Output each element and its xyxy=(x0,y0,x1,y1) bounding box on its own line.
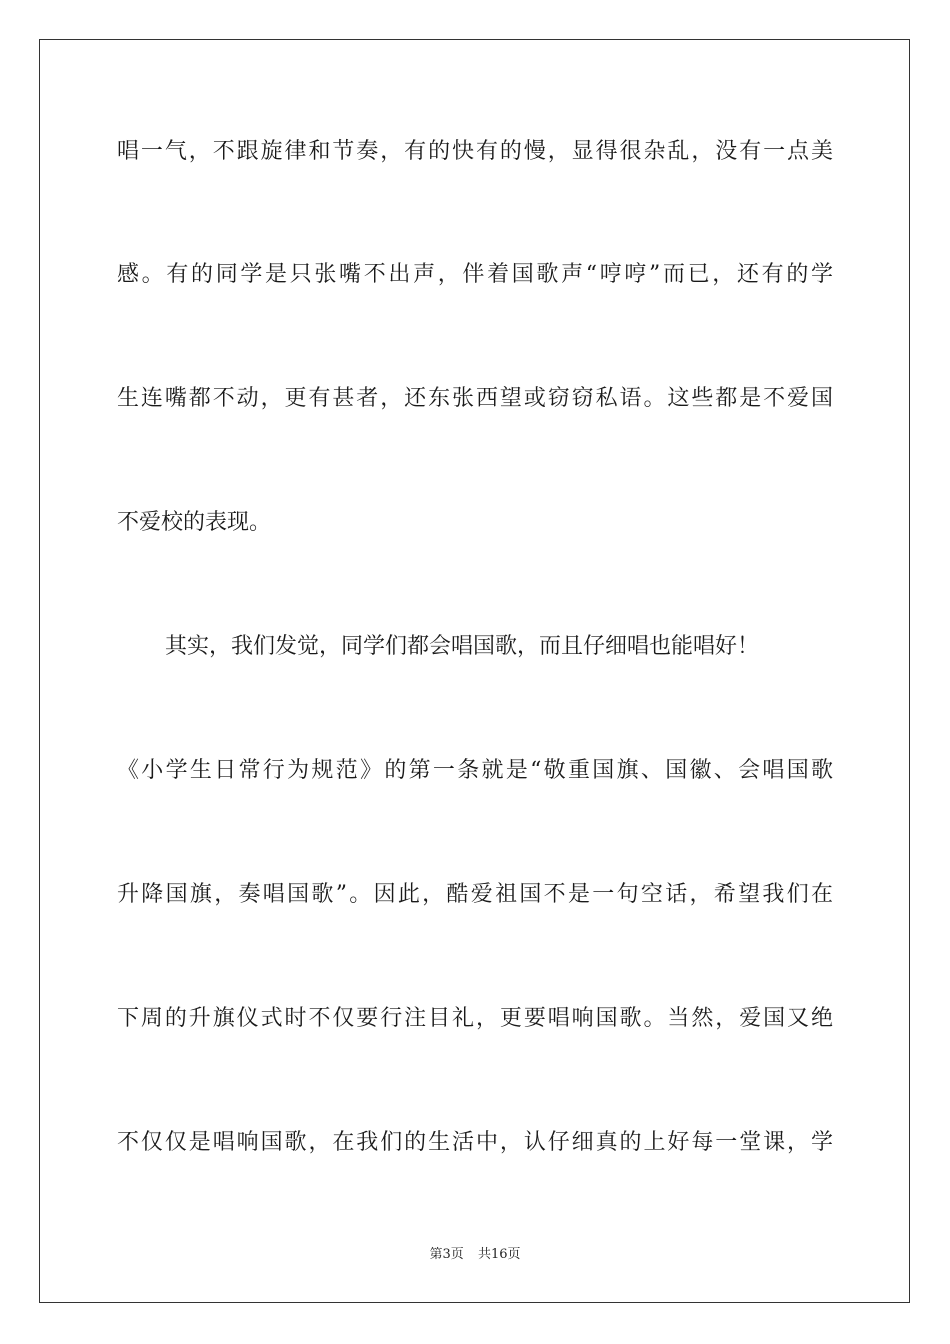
text-line: 《小学生日常行为规范》的第一条就是“敬重国旗、国徽、会唱国歌 xyxy=(117,758,833,783)
page-number: 第3页 xyxy=(429,1247,464,1262)
text-line: 感。有的同学是只张嘴不出声，伴着国歌声“哼哼”而已，还有的学 xyxy=(117,262,833,287)
text-line: 不爱校的表现。 xyxy=(117,510,272,535)
text-line: 升降国旗，奏唱国歌”。因此，酷爱祖国不是一句空话，希望我们在 xyxy=(117,882,833,907)
page-total: 共16页 xyxy=(477,1247,521,1262)
page-border xyxy=(39,39,910,1303)
page-footer xyxy=(0,1246,950,1264)
text-line: 不仅仅是唱响国歌，在我们的生活中，认仔细真的上好每一堂课，学 xyxy=(117,1130,833,1155)
text-line: 唱一气，不跟旋律和节奏，有的快有的慢，显得很杂乱，没有一点美 xyxy=(117,139,833,164)
text-line: 生连嘴都不动，更有甚者，还东张西望或窃窃私语。这些都是不爱国 xyxy=(117,386,833,411)
text-line: 下周的升旗仪式时不仅要行注目礼，更要唱响国歌。当然，爱国又绝 xyxy=(117,1006,833,1031)
paragraph-first-line: 其实，我们发觉，同学们都会唱国歌，而且仔细唱也能唱好！ xyxy=(165,634,760,659)
